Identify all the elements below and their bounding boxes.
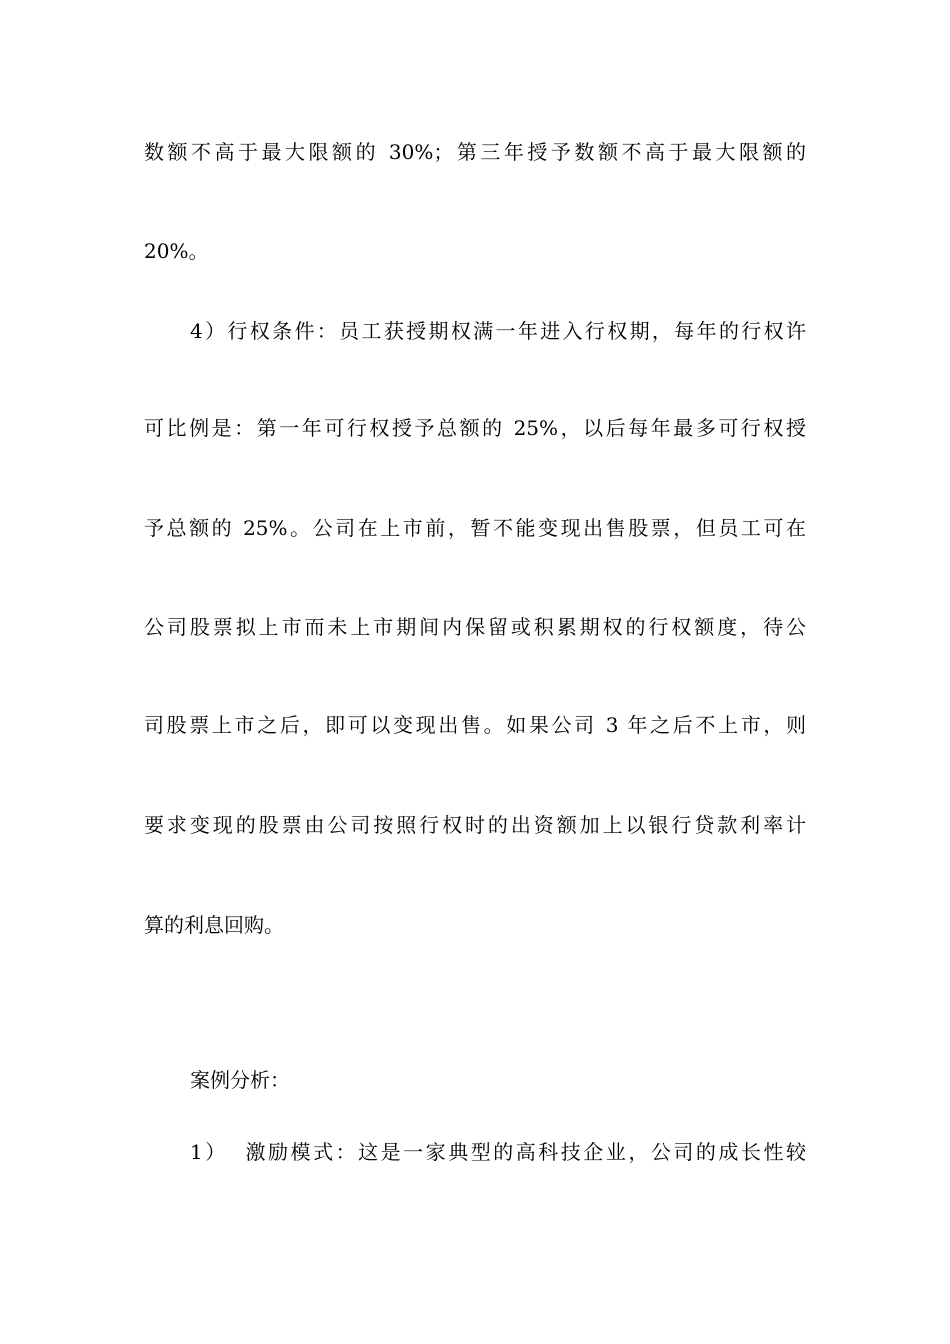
- paragraph-line: 算的利息回购。: [144, 913, 284, 937]
- paragraph-line: 可比例是：第一年可行权授予总额的 25%，以后每年最多可行权授: [144, 416, 806, 440]
- paragraph-line: 数额不高于最大限额的 30%；第三年授予数额不高于最大限额的: [144, 140, 806, 164]
- list-item: 1） 激励模式：这是一家典型的高科技企业，公司的成长性较: [190, 1140, 806, 1164]
- paragraph-line: 要求变现的股票由公司按照行权时的出资额加上以银行贷款利率计: [144, 813, 806, 837]
- paragraph-line: 4）行权条件：员工获授期权满一年进入行权期，每年的行权许: [190, 319, 806, 343]
- section-heading: 案例分析：: [190, 1068, 290, 1092]
- paragraph-line: 20%。: [144, 239, 209, 263]
- paragraph-line: 予总额的 25%。公司在上市前，暂不能变现出售股票，但员工可在: [144, 516, 806, 540]
- paragraph-line: 司股票上市之后，即可以变现出售。如果公司 3 年之后不上市，则: [144, 713, 806, 737]
- paragraph-line: 公司股票拟上市而未上市期间内保留或积累期权的行权额度，待公: [144, 615, 806, 639]
